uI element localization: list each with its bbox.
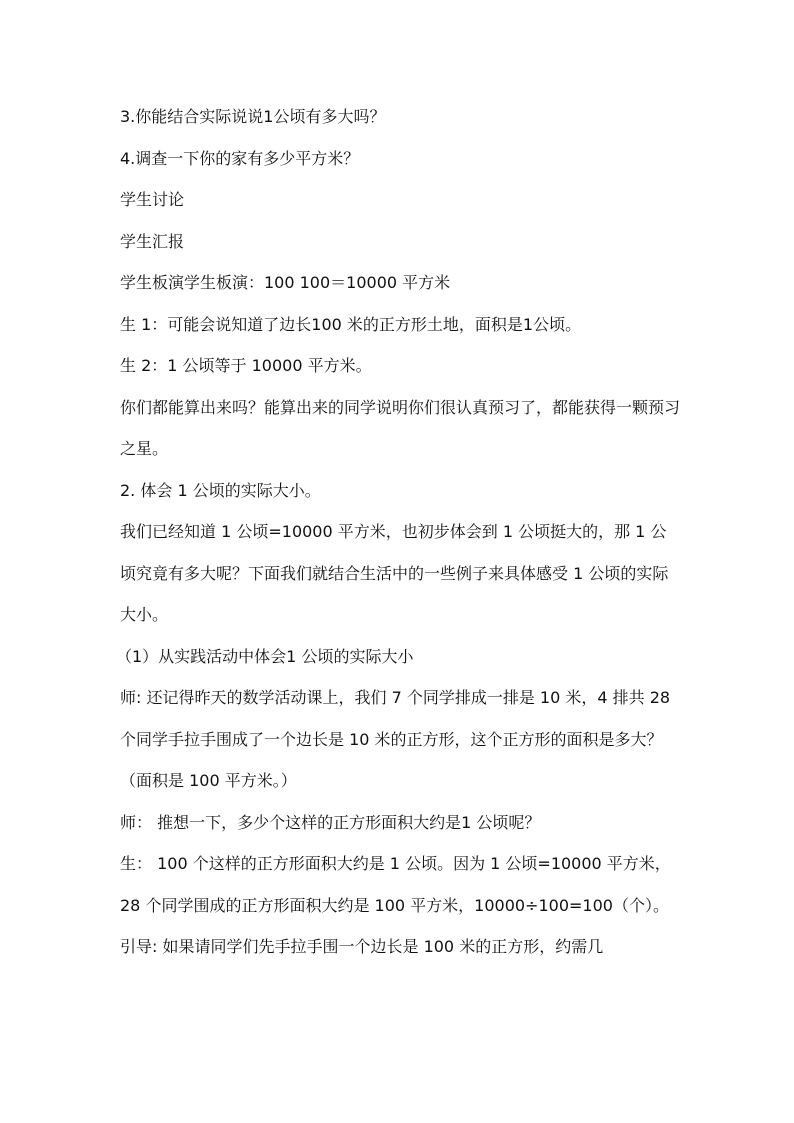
paragraph-student-report: 学生汇报 <box>120 231 185 251</box>
document-body <box>116 96 681 968</box>
paragraph-section-2-heading: 2. 体会 1 公顷的实际大小。 <box>120 480 321 500</box>
paragraph-student-discussion: 学生讨论 <box>120 190 185 209</box>
paragraph-teacher-guess: 师： 推想一下，多少个这样的正方形面积大约是1 公顷呢？ <box>120 812 541 832</box>
paragraph-subsection-1: （1）从实践活动中体会1 公顷的实际大小 <box>116 646 414 666</box>
paragraph-student-1: 生 1：可能会说知道了边长100 米的正方形土地，面积是1公顷。 <box>120 314 582 334</box>
paragraph-question-3: 3.你能结合实际说说1公顷有多大吗？ <box>120 107 386 126</box>
paragraph-board-work: 学生板演学生板演：100 100＝10000 平方米 <box>120 273 451 292</box>
paragraph-preview-star: 你们都能算出来吗？能算出来的同学说明你们很认真预习了，都能获得一颗预习之星。 <box>120 397 681 458</box>
paragraph-student-answer: 生： 100 个这样的正方形面积大约是 1 公顷。因为 1 公顷=10000 平方米，28 个同学围成的正方形面积大约是 100 平方米，10000÷100=100（个）。 <box>120 854 671 915</box>
paragraph-teacher-recall: 师: 还记得昨天的数学活动课上，我们 7 个同学排成一排是 10 米，4 排共 28 个同学手拉手围成了一个边长是 10 米的正方形，这个正方形的面积是多大？（面积是 100 平方米。） <box>120 688 671 790</box>
paragraph-question-4: 4.调查一下你的家有多少平方米？ <box>120 148 360 168</box>
paragraph-hectare-intro: 我们已经知道 1 公顷=10000 平方米，也初步体会到 1 公顷挺大的，那 1 公顷究竟有多大呢？下面我们就结合生活中的一些例子来具体感受 1 公顷的实际大小。 <box>120 522 669 624</box>
paragraph-student-2: 生 2：1 公顷等于 10000 平方米。 <box>120 356 372 375</box>
paragraph-guidance: 引导: 如果请同学们先手拉手围一个边长是 100 米的正方形，约需几 <box>120 937 604 956</box>
